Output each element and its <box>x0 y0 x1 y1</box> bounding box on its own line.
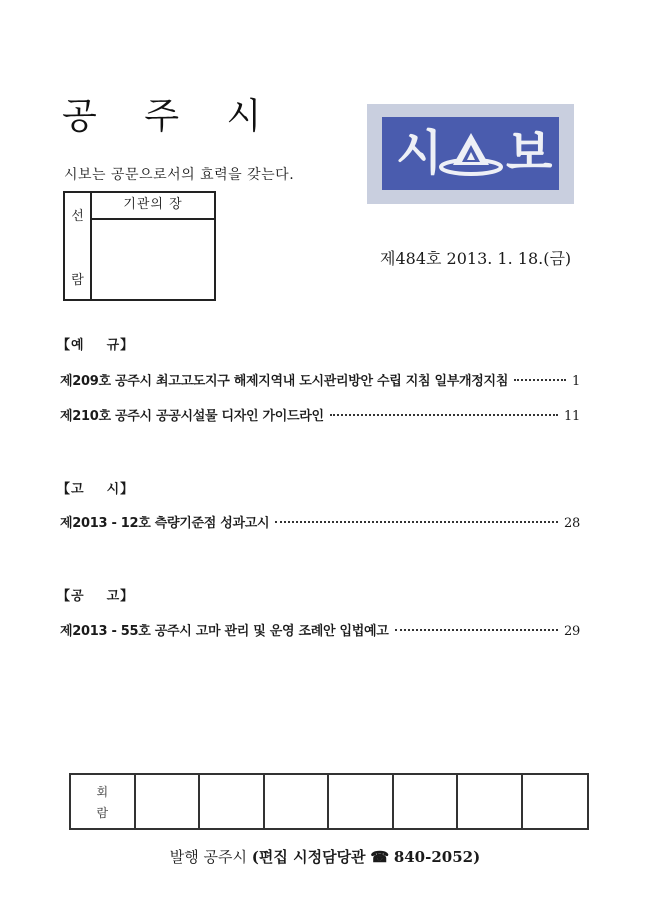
toc-item-page: 28 <box>564 516 580 531</box>
editor: (편집 시정담당관 <box>251 848 366 866</box>
logo-char-left: 시 <box>396 125 443 181</box>
sibo-logo <box>367 104 574 204</box>
toc-item-title: 제2013 - 55호 공주시 고마 관리 및 운영 조례안 입법예고 <box>60 624 389 639</box>
circulation-label-top: 회 <box>96 785 109 799</box>
heading-right: 시】 <box>106 482 135 497</box>
leader-dots <box>514 379 566 381</box>
signature-cell <box>458 775 523 828</box>
signature-cell <box>523 775 587 828</box>
toc-item-page: 11 <box>564 409 580 424</box>
heading-left: 【공 <box>57 589 85 604</box>
approval-label-column <box>65 193 92 299</box>
section-heading-notices <box>57 478 134 497</box>
section-heading-rules <box>57 334 134 353</box>
toc-item-title: 제210호 공주시 공공시설물 디자인 가이드라인 <box>60 409 324 424</box>
toc-item-title: 제2013 - 12호 측량기준점 성과고시 <box>60 516 270 531</box>
leader-dots <box>330 414 558 416</box>
heading-right: 고】 <box>106 589 135 604</box>
heading-left: 【예 <box>57 338 85 353</box>
signature-cell <box>200 775 265 828</box>
signature-cell <box>329 775 394 828</box>
heading-right: 규】 <box>106 338 135 353</box>
leader-dots <box>395 629 559 631</box>
approval-label-bottom: 람 <box>71 273 84 288</box>
circulation-label-bottom: 람 <box>96 806 109 820</box>
publisher-footer <box>0 846 650 867</box>
issue-number-date: 제484호 2013. 1. 18.(금) <box>380 249 572 268</box>
signature-cell <box>136 775 201 828</box>
phone-icon: ☎ <box>370 848 390 866</box>
approval-label-top: 선 <box>71 209 84 224</box>
signature-cell <box>265 775 330 828</box>
logo-char-right: 보 <box>506 125 553 181</box>
circulation-label-cell <box>71 775 136 828</box>
approval-box <box>63 191 216 301</box>
approval-head-label: 기관의 장 <box>92 193 214 220</box>
legal-notice: 시보는 공문으로서의 효력을 갖는다. <box>64 167 295 183</box>
toc-item[interactable] <box>60 620 580 639</box>
toc-item-page: 1 <box>572 374 580 389</box>
signature-cell <box>394 775 459 828</box>
triangle-emblem-icon <box>438 129 504 181</box>
phone-number: 840-2052) <box>393 848 481 866</box>
publisher: 발행 공주시 <box>169 848 248 866</box>
toc-item[interactable] <box>60 512 580 531</box>
circulation-table <box>69 773 589 830</box>
toc-item[interactable] <box>60 405 580 424</box>
section-heading-announcements <box>57 585 134 604</box>
logo-panel <box>382 117 559 190</box>
heading-left: 【고 <box>57 482 85 497</box>
city-title: 공 주 시 <box>62 96 280 137</box>
toc-item-page: 29 <box>564 624 580 639</box>
toc-item-title: 제209호 공주시 최고고도지구 해제지역내 도시관리방안 수립 지침 일부개정지침 <box>60 374 509 389</box>
toc-item[interactable] <box>60 370 580 389</box>
leader-dots <box>275 521 558 523</box>
